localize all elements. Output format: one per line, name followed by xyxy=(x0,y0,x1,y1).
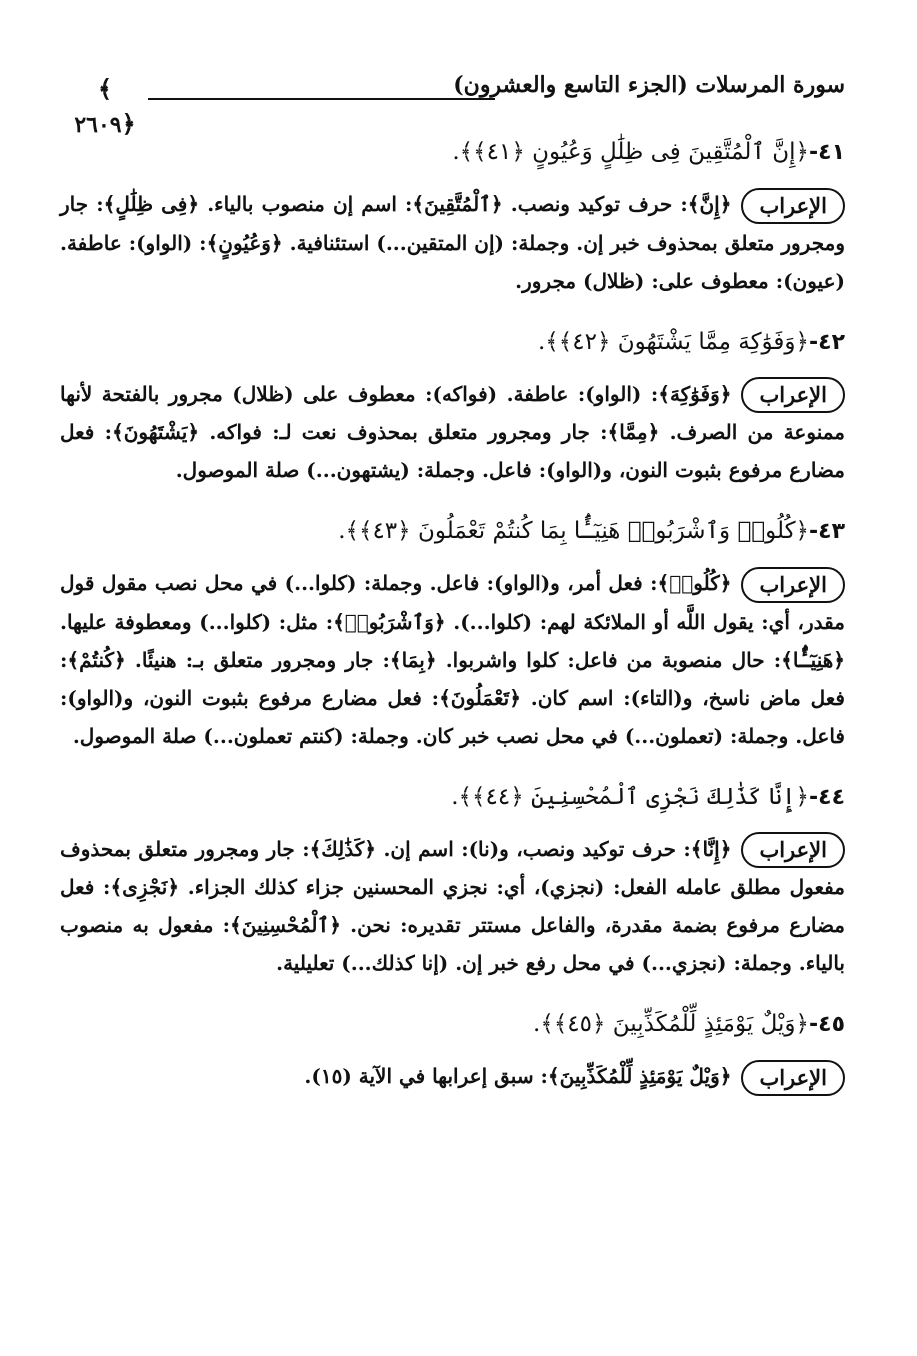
page-header xyxy=(60,60,845,138)
irab-42 xyxy=(60,375,845,490)
irab-text: ﴿وَيْلٌ يَوْمَئِذٍ لِّلْمُكَذِّبِينَ﴾: سبق إعرابها في الآية (١٥). xyxy=(304,1064,732,1088)
surah-title: سورة المرسلات (الجزء التاسع والعشرون) xyxy=(453,72,845,98)
verse-text: ﴿إِنَّ ٱلْمُتَّقِينَ فِى ظِلَٰلٍ وَعُيُونٍ ﴿٤١﴾﴾. xyxy=(452,139,809,165)
irab-text: ﴿كُلُوا۟﴾: فعل أمر، و(الواو): فاعل. وجملة: (كلوا...) في محل نصب مقول قول مقدر، أي: يقول اللَّه أو الملائكة لهم: (كلوا...). ﴿وَٱشْرَبُوا۟﴾: مثل: (كلوا...) ومعطوفة عليها. ﴿هَنِيٓـًٔۢا﴾: حال منصوبة من فاعل: كلوا واشربوا. ﴿بِمَا﴾: جار ومجرور متعلق بـ: هنيئًا. ﴿كُنتُمْ﴾: فعل ماض ناسخ، و(التاء): اسم كان. ﴿تَعْمَلُونَ﴾: فعل مضارع مرفوع بثبوت النون، و(الواو): فاعل. وجملة: (تعملون...) في محل نصب خبر كان. وجملة: (كنتم تعملون...) صلة الموصول. xyxy=(60,571,845,748)
left-brace-ornament: ﴾ xyxy=(97,74,113,103)
verse-42: ٤٢-﴿وَفَوَٰكِهَ مِمَّا يَشْتَهُونَ ﴿٤٢﴾﴾. xyxy=(538,328,845,355)
right-brace-ornament: ﴿ xyxy=(121,109,136,138)
verse-41: ٤١-﴿إِنَّ ٱلْمُتَّقِينَ فِى ظِلَٰلٍ وَعُيُونٍ ﴿٤١﴾﴾. xyxy=(452,139,845,165)
verse-number: ٤٥ xyxy=(818,1012,845,1037)
verse-text: ﴿وَفَوَٰكِهَ مِمَّا يَشْتَهُونَ ﴿٤٢﴾﴾. xyxy=(538,328,809,355)
verse-text: ﴿إِنَّا كَذَٰلِكَ نَجْزِى ٱلْمُحْسِنِينَ ﴿٤٤﴾﴾. xyxy=(451,783,809,810)
page xyxy=(60,60,845,1096)
irab-text: ﴿إِنَّ﴾: حرف توكيد ونصب. ﴿ٱلْمُتَّقِينَ﴾: اسم إن منصوب بالياء. ﴿فِى ظِلَٰلٍ﴾: جار ومجرور متعلق بمحذوف خبر إن. وجملة: (إن المتقين...) استئنافية. ﴿وَعُيُونٍ﴾: (الواو): عاطفة. (عيون): معطوف على: (ظلال) مجرور. xyxy=(60,192,845,293)
verse-43: ٤٣-﴿كُلُوا۟ وَٱشْرَبُوا۟ هَنِيٓـًٔۢا بِمَا كُنتُمْ تَعْمَلُونَ ﴿٤٣﴾﴾. xyxy=(338,518,845,544)
verse-number: ٤١ xyxy=(818,140,845,165)
irab-text: ﴿وَفَوَٰكِهَ﴾: (الواو): عاطفة. (فواكه): معطوف على (ظلال) مجرور بالفتحة لأنها ممنوعة من الصرف. ﴿مِمَّا﴾: جار ومجرور متعلق بمحذوف نعت لـ: فواكه. ﴿يَشْتَهُونَ﴾: فعل مضارع مرفوع بثبوت النون، و(الواو): فاعل. وجملة: (يشتهون...) صلة الموصول. xyxy=(60,381,845,482)
page-number xyxy=(68,72,142,138)
header-rule xyxy=(148,98,495,100)
verse-44: ٤٤-﴿إِنَّا كَذَٰلِكَ نَجْزِى ٱلْمُحْسِنِينَ ﴿٤٤﴾﴾. xyxy=(451,783,845,810)
page-number-value: ٢٦٠٩ xyxy=(74,112,122,138)
verse-number: ٤٤ xyxy=(818,784,845,810)
irab-label: الإعراب xyxy=(741,188,845,224)
irab-label: الإعراب xyxy=(741,832,845,868)
irab-label: الإعراب xyxy=(741,567,845,603)
verse-text: ﴿كُلُوا۟ وَٱشْرَبُوا۟ هَنِيٓـًٔۢا بِمَا كُنتُمْ تَعْمَلُونَ ﴿٤٣﴾﴾. xyxy=(338,518,809,544)
verse-number: ٤٢ xyxy=(818,329,845,355)
verse-number: ٤٣ xyxy=(818,519,845,544)
irab-45 xyxy=(60,1057,845,1096)
irab-label: الإعراب xyxy=(741,1060,845,1096)
irab-44 xyxy=(60,830,845,983)
verse-text: ﴿وَيْلٌ يَوْمَئِذٍ لِّلْمُكَذِّبِينَ ﴿٤٥﴾﴾. xyxy=(533,1011,809,1037)
verse-45: ٤٥-﴿وَيْلٌ يَوْمَئِذٍ لِّلْمُكَذِّبِينَ ﴿٤٥﴾﴾. xyxy=(533,1011,845,1037)
irab-text: ﴿إِنَّا﴾: حرف توكيد ونصب، و(نا): اسم إن. ﴿كَذَٰلِكَ﴾: جار ومجرور متعلق بمحذوف مفعول مطلق عامله الفعل: (نجزي)، أي: نجزي المحسنين جزاء كذلك الجزاء. ﴿نَجْزِى﴾: فعل مضارع مرفوع بضمة مقدرة، والفاعل مستتر تقديره: نحن. ﴿ٱلْمُحْسِنِينَ﴾: مفعول به منصوب بالياء. وجملة: (نجزي...) في محل رفع خبر إن. (إنا كذلك...) تعليلية. xyxy=(60,836,845,975)
irab-41 xyxy=(60,185,845,300)
irab-label: الإعراب xyxy=(741,377,845,413)
irab-43 xyxy=(60,564,845,755)
